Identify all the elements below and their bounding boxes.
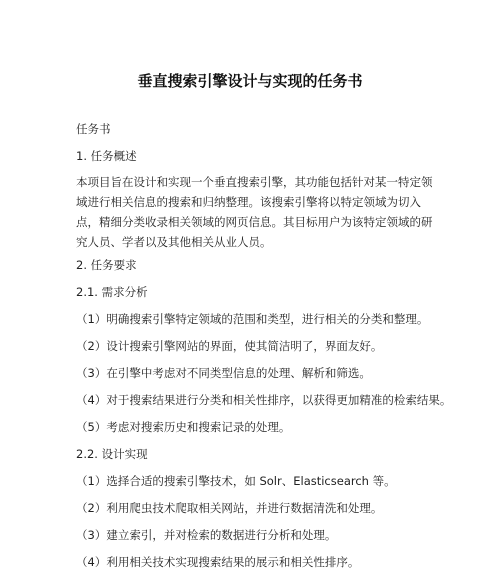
requirement-item: （1）明确搜索引擎特定领域的范围和类型，进行相关的分类和整理。: [76, 312, 429, 326]
overview-paragraph: 本项目旨在设计和实现一个垂直搜索引擎，其功能包括针对某一特定领域进行相关信息的搜索和归纳整理。该搜索引擎将以特定领域为切入点，精细分类收录相关领域的网页信息。其目标用户为该特定领域的研究人员、学者以及其他相关从业人员。: [76, 175, 433, 249]
section-2-1-heading: 2.1. 需求分析: [76, 285, 148, 299]
requirement-item: （3）在引擎中考虑对不同类型信息的处理、解析和筛选。: [76, 366, 371, 380]
design-item: （4）利用相关技术实现搜索结果的展示和相关性排序。: [76, 555, 360, 569]
requirement-item: （5）考虑对搜索历史和搜索记录的处理。: [76, 420, 291, 434]
design-item: （2）利用爬虫技术爬取相关网站，并进行数据清洗和处理。: [76, 501, 383, 515]
section-2-2-heading: 2.2. 设计实现: [76, 447, 148, 461]
design-item: （1）选择合适的搜索引擎技术，如 Solr、Elasticsearch 等。: [76, 474, 396, 488]
requirement-item: （2）设计搜索引擎网站的界面，使其简洁明了，界面友好。: [76, 339, 383, 353]
design-item: （3）建立索引，并对检索的数据进行分析和处理。: [76, 528, 337, 542]
task-book-heading: 任务书: [76, 122, 111, 136]
section-2-heading: 2. 任务要求: [76, 258, 137, 272]
section-1-heading: 1. 任务概述: [76, 149, 137, 163]
requirement-item: （4）对于搜索结果进行分类和相关性排序，以获得更加精准的检索结果。: [76, 393, 452, 407]
document-title: 垂直搜索引擎设计与实现的任务书: [137, 72, 363, 90]
